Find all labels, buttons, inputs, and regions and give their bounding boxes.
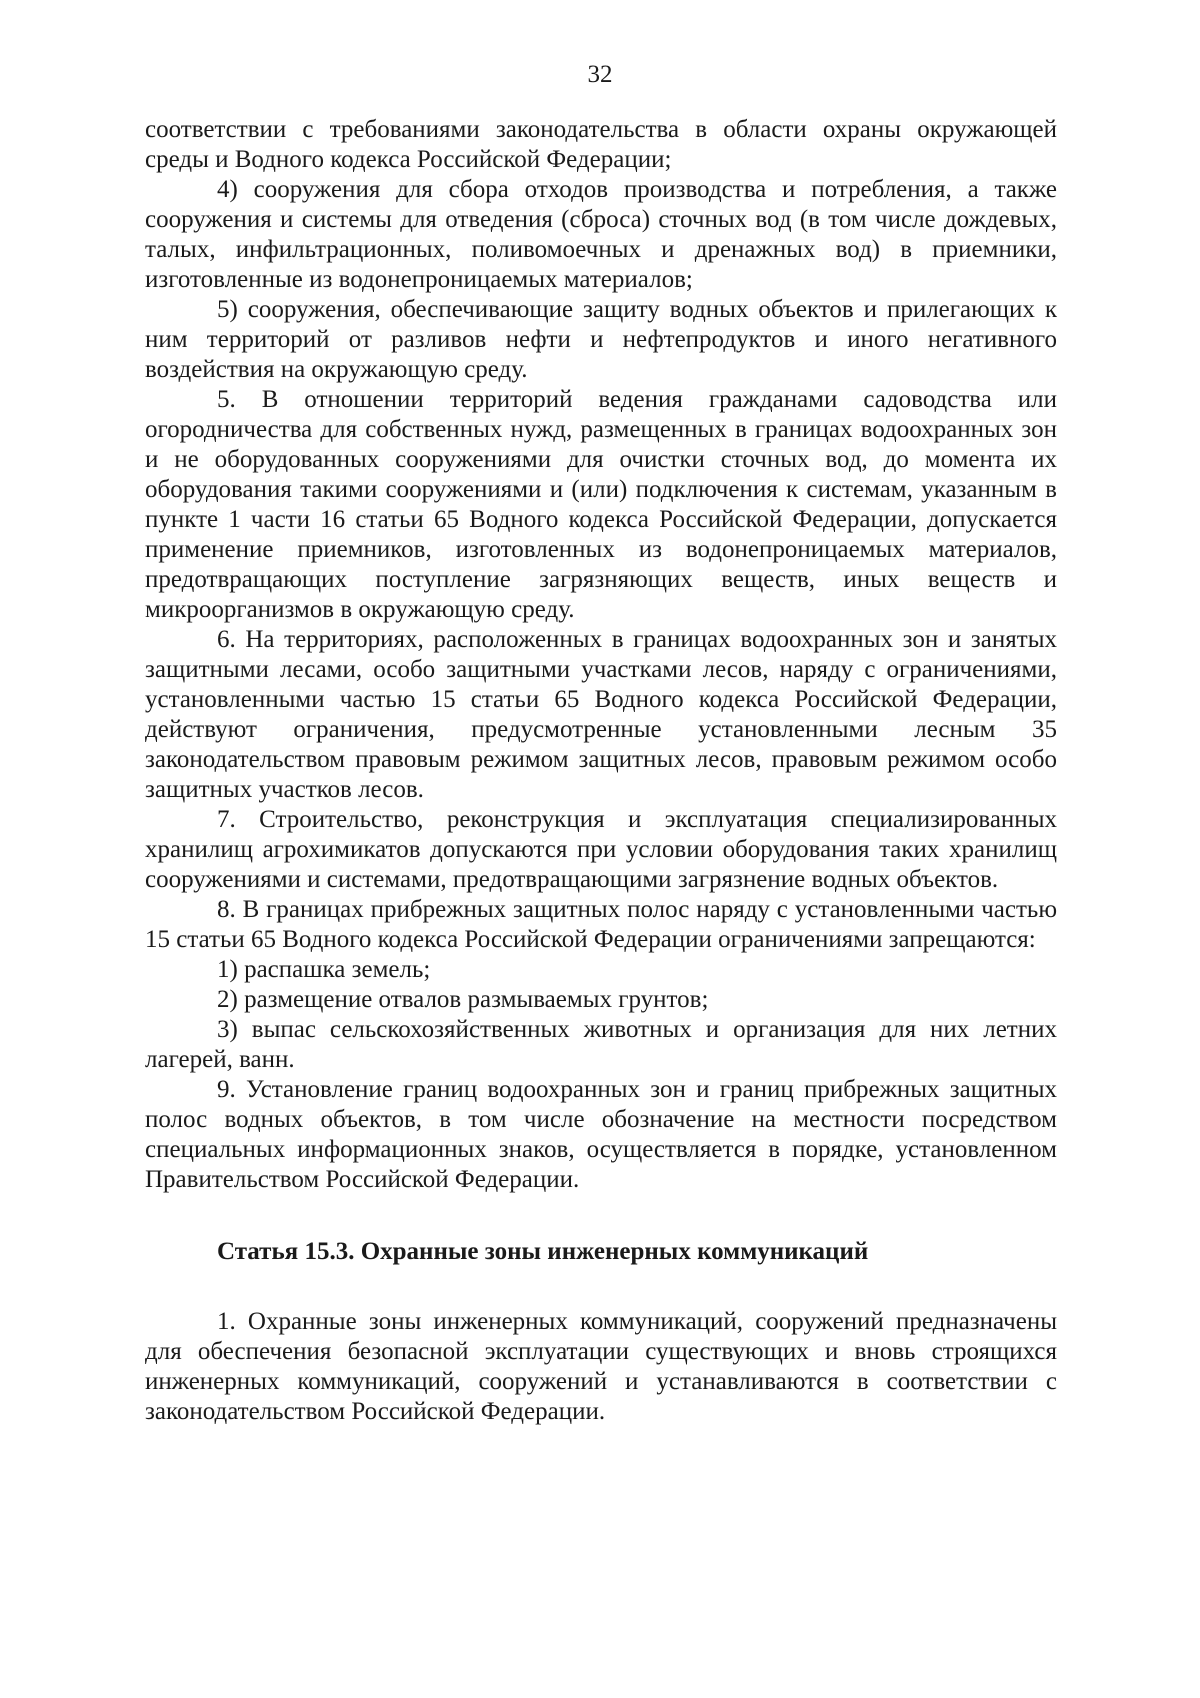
- paragraph: 8. В границах прибрежных защитных полос наряду с установленными частью 15 статьи 65 Водного кодекса Российской Федерации ограничениями запрещаются:: [145, 896, 1057, 953]
- paragraph: 5) сооружения, обеспечивающие защиту водных объектов и прилегающих к ним территорий от разливов нефти и нефтепродуктов и иного негативного воздействия на окружающую среду.: [145, 296, 1057, 383]
- list-item: 2) размещение отвалов размываемых грунтов;: [217, 986, 709, 1013]
- paragraph: 6. На территориях, расположенных в границах водоохранных зон и занятых защитными лесами, особо защитными участками лесов, наряду с ограничениями, установленными частью 15 статьи 65 Водного кодекса Российской Федерации, действуют ограничения, предусмотренные установленными лесным 35 законодательством правовым режимом защитных лесов, правовым режимом особо защитных участков лесов.: [145, 626, 1057, 803]
- page-number: 32: [587, 61, 613, 88]
- paragraph: 5. В отношении территорий ведения гражданами садоводства или огородничества для собственных нужд, размещенных в границах водоохранных зон и не оборудованных сооружениями для очистки сточных вод, до момента их оборудования такими сооружениями и (или) подключения к системам, указанным в пункте 1 части 16 статьи 65 Водного кодекса Российской Федерации, допускается применение приемников, изготовленных из водонепроницаемых материалов, предотвращающих поступление загрязняющих веществ, иных веществ и микроорганизмов в окружающую среду.: [145, 386, 1057, 623]
- paragraph: 9. Установление границ водоохранных зон и границ прибрежных защитных полос водных объектов, в том числе обозначение на местности посредством специальных информационных знаков, осуществляется в порядке, установленном Правительством Российской Федерации.: [145, 1076, 1057, 1193]
- article-heading: Статья 15.3. Охранные зоны инженерных коммуникаций: [217, 1238, 869, 1265]
- list-item: 1) распашка земель;: [217, 956, 431, 983]
- paragraph: соответствии с требованиями законодательства в области охраны окружающей среды и Водного кодекса Российской Федерации;: [145, 116, 1057, 173]
- list-item: 3) выпас сельскохозяйственных животных и организация для них летних лагерей, ванн.: [145, 1016, 1057, 1073]
- paragraph: 1. Охранные зоны инженерных коммуникаций, сооружений предназначены для обеспечения безопасной эксплуатации существующих и вновь строящихся инженерных коммуникаций, сооружений и устанавливаются в соответствии с законодательством Российской Федерации.: [145, 1308, 1057, 1425]
- paragraph: 7. Строительство, реконструкция и эксплуатация специализированных хранилищ агрохимикатов допускаются при условии оборудования таких хранилищ сооружениями и системами, предотвращающими загрязнение водных объектов.: [145, 806, 1057, 893]
- paragraph: 4) сооружения для сбора отходов производства и потребления, а также сооружения и системы для отведения (сброса) сточных вод (в том числе дождевых, талых, инфильтрационных, поливомоечных и дренажных вод) в приемники, изготовленные из водонепроницаемых материалов;: [145, 176, 1057, 293]
- document-body: [145, 115, 1057, 1427]
